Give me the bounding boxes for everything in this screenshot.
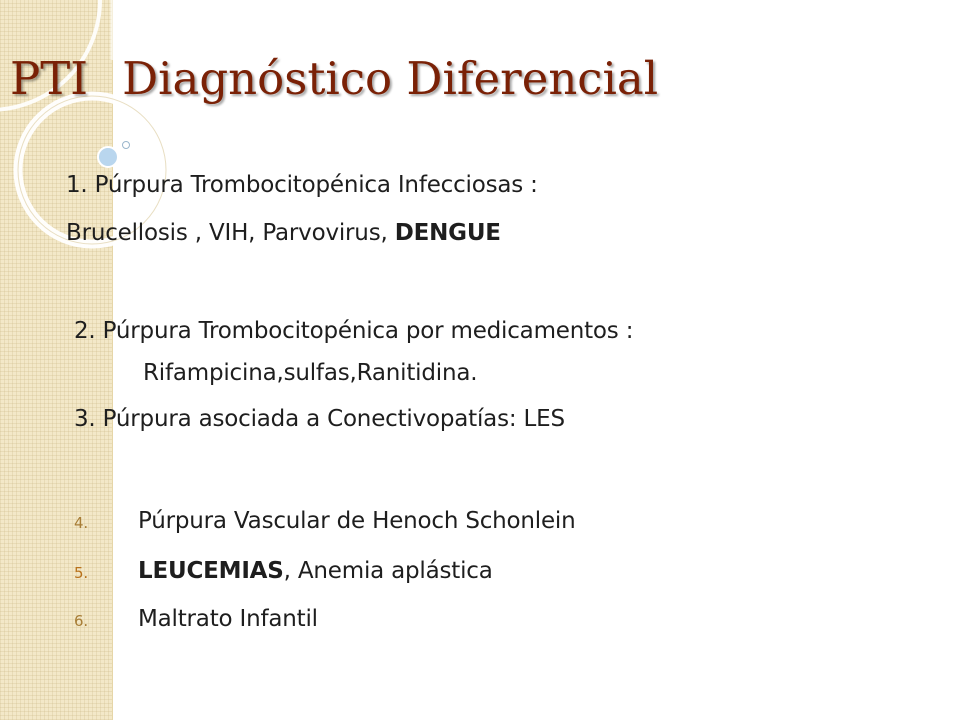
item-1-detail-text: Brucellosis , VIH, Parvovirus, xyxy=(66,220,395,246)
item-1-heading: 1. Púrpura Trombocitopénica Infecciosas : xyxy=(66,172,538,198)
list-item-6 xyxy=(74,606,318,632)
list-item-text: Maltrato Infantil xyxy=(138,606,318,632)
list-item-bold: LEUCEMIAS xyxy=(138,558,284,584)
list-number: 5. xyxy=(74,564,88,582)
list-number: 6. xyxy=(74,612,88,630)
title-diagnostico: Diagnóstico Diferencial xyxy=(122,52,659,105)
blue-dot-icon xyxy=(98,147,118,167)
list-item-text: , Anemia aplástica xyxy=(283,558,493,584)
small-dot-icon xyxy=(123,142,130,149)
item-2-detail: Rifampicina,sulfas,Ranitidina. xyxy=(143,360,478,386)
slide-title xyxy=(10,52,658,105)
list-item-5 xyxy=(74,558,493,584)
item-1-dengue: DENGUE xyxy=(394,220,501,246)
item-2-heading: 2. Púrpura Trombocitopénica por medicamentos : xyxy=(74,318,634,344)
item-3-heading: 3. Púrpura asociada a Conectivopatías: LES xyxy=(74,406,565,432)
list-number: 4. xyxy=(74,514,88,532)
item-1-detail xyxy=(66,220,501,246)
list-item-4 xyxy=(74,508,576,534)
list-item-text: Púrpura Vascular de Henoch Schonlein xyxy=(138,508,576,534)
title-pti: PTI xyxy=(10,52,89,105)
